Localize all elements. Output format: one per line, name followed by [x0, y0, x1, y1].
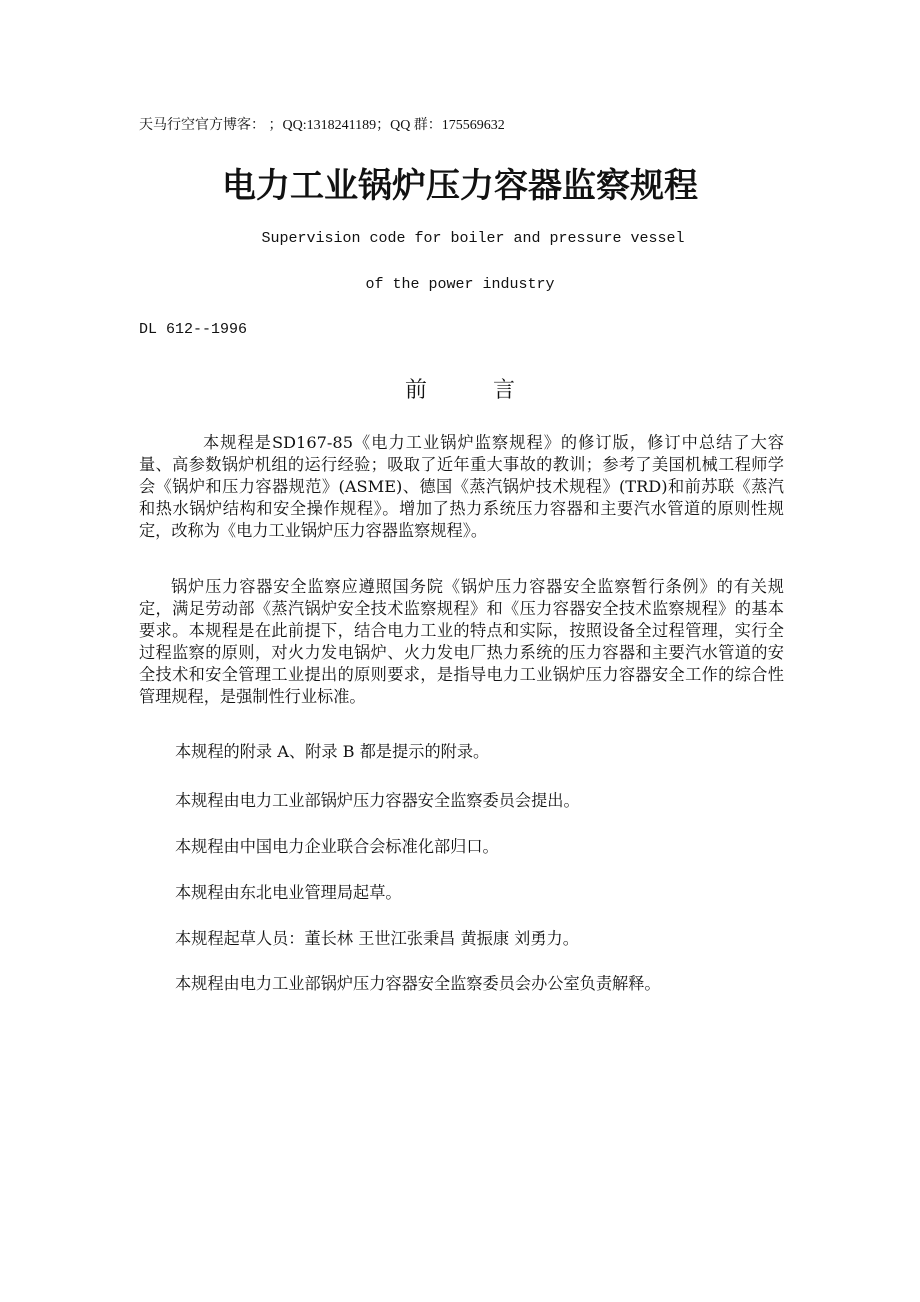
statement-drafters: 本规程起草人员：董长林 王世江张秉昌 黄振康 刘勇力。 — [175, 929, 579, 948]
english-subtitle-line-1: Supervision code for boiler and pressure vessel — [261, 230, 685, 247]
statement-drafted-by: 本规程由东北电业管理局起草。 — [175, 883, 402, 902]
english-subtitle-line-2: of the power industry — [365, 276, 555, 293]
standard-number: DL 612--1996 — [139, 321, 248, 338]
preface-heading — [0, 373, 920, 404]
contact-header: 天马行空官方博客： ；QQ:1318241189；QQ 群：175569632 — [139, 118, 505, 133]
preface-heading-char-1: 前 — [404, 378, 427, 403]
statement-centralized-by: 本规程由中国电力企业联合会标准化部归口。 — [175, 837, 499, 856]
statement-appendix: 本规程的附录 A、附录 B 都是提示的附录。 — [175, 742, 490, 761]
preface-heading-char-2: 言 — [493, 378, 516, 403]
statement-interpreted-by: 本规程由电力工业部锅炉压力容器安全监察委员会办公室负责解释。 — [175, 974, 661, 993]
statement-proposed-by: 本规程由电力工业部锅炉压力容器安全监察委员会提出。 — [175, 791, 580, 810]
document-title: 电力工业锅炉压力容器监察规程 — [222, 166, 698, 206]
paragraph-supervision-basis: 锅炉压力容器安全监察应遵照国务院《锅炉压力容器安全监察暂行条例》的有关规定，满足劳动部《蒸汽锅炉安全技术监察规程》和《压力容器安全技术监察规程》的基本要求。本规程是在此前提下，结合电力工业的特点和实际，按照设备全过程管理，实行全过程监察的原则，对火力发电锅炉、火力发电厂热力系统的压力容器和主要汽水管道的安全技术和安全管理工业提出的原则要求，是指导电力工业锅炉压力容器安全工作的综合性管理规程，是强制性行业标准。 — [139, 577, 784, 706]
paragraph-revision-note: 本规程是SD167-85《电力工业锅炉监察规程》的修订版，修订中总结了大容量、高参数锅炉机组的运行经验；吸取了近年重大事故的教训；参考了美国机械工程师学会《锅炉和压力容器规范》(ASME)、德国《蒸汽锅炉技术规程》(TRD)和前苏联《蒸汽和热水锅炉结构和安全操作规程》。增加了热力系统压力容器和主要汽水管道的原则性规定，改称为《电力工业锅炉压力容器监察规程》。 — [139, 433, 784, 540]
